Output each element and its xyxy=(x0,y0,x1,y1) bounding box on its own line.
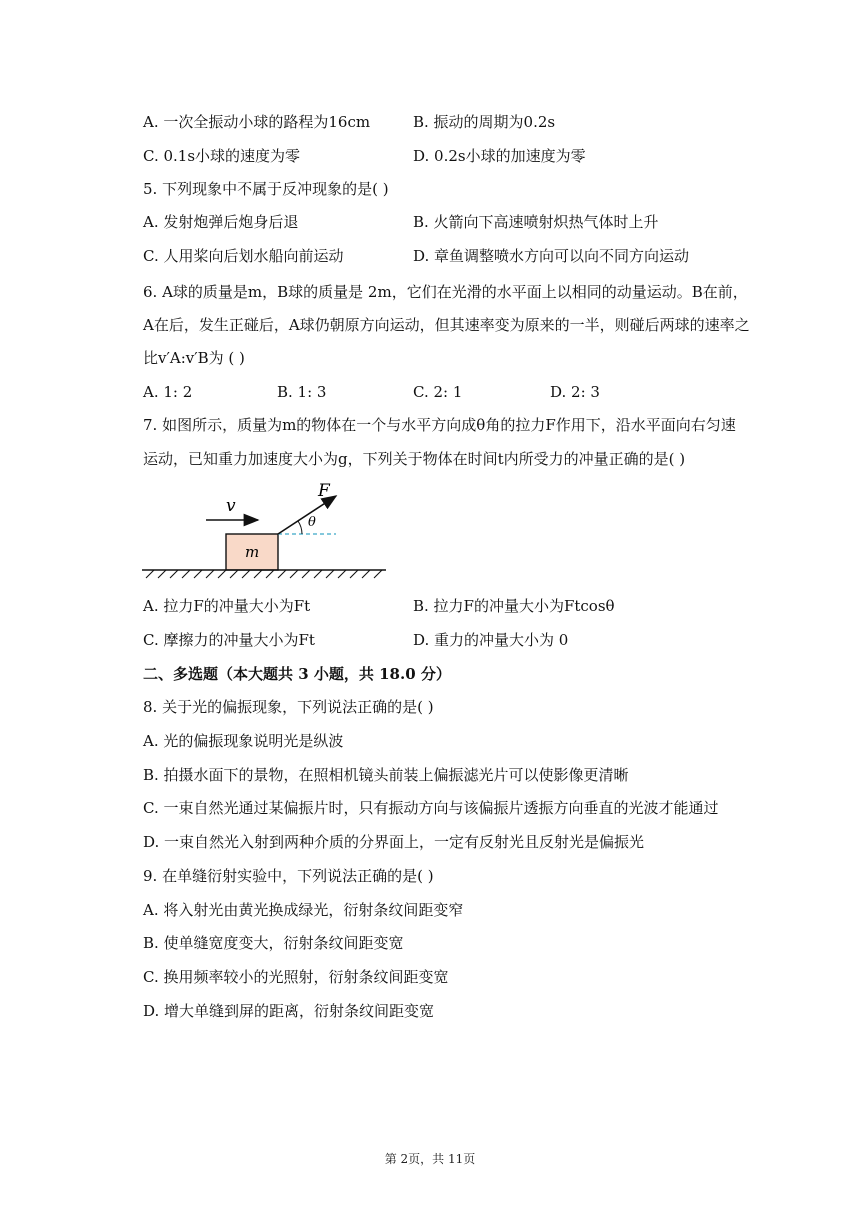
q4-option-c: C. 0.1s小球的速度为零 xyxy=(143,147,301,165)
q6-stem-line2: A在后，发生正碰后，A球仍朝原方向运动，但其速率变为原来的一半，则碰后两球的速率之 xyxy=(143,316,750,334)
q9-option-d: D. 增大单缝到屏的距离，衍射条纹间距变宽 xyxy=(143,1002,435,1020)
q7-option-c: C. 摩擦力的冲量大小为Ft xyxy=(143,631,315,649)
q9-option-b: B. 使单缝宽度变大，衍射条纹间距变宽 xyxy=(143,934,404,952)
page-footer: 第 2页，共 11页 xyxy=(384,1152,476,1166)
section-title-multiple-choice: 二、多选题（本大题共 3 小题，共 18.0 分） xyxy=(143,665,451,683)
q8-option-d: D. 一束自然光入射到两种介质的分界面上，一定有反射光且反射光是偏振光 xyxy=(143,833,645,851)
q6-stem-line1: 6. A球的质量是m，B球的质量是 2m，它们在光滑的水平面上以相同的动量运动。B在前， xyxy=(143,283,748,301)
q8-option-c: C. 一束自然光通过某偏振片时，只有振动方向与该偏振片透振方向垂直的光波才能通过 xyxy=(143,799,719,817)
q4-option-d: D. 0.2s小球的加速度为零 xyxy=(413,147,586,165)
q8-option-a: A. 光的偏振现象说明光是纵波 xyxy=(143,732,344,750)
q7-option-b: B. 拉力F的冲量大小为Ftcosθ xyxy=(413,597,615,615)
q7-option-a: A. 拉力F的冲量大小为Ft xyxy=(143,597,311,615)
q5-option-c: C. 人用桨向后划水船向前运动 xyxy=(143,247,344,265)
q7-block-figure xyxy=(140,476,390,586)
q7-stem-line1: 7. 如图所示，质量为m的物体在一个与水平方向成θ角的拉力F作用下，沿水平面向右匀速 xyxy=(143,416,736,434)
mass-label: m xyxy=(245,543,260,561)
q5-stem: 5. 下列现象中不属于反冲现象的是( ) xyxy=(143,180,389,198)
q6-option-b: B. 1: 3 xyxy=(277,383,327,401)
q9-option-c: C. 换用频率较小的光照射，衍射条纹间距变宽 xyxy=(143,968,449,986)
angle-arc xyxy=(298,521,302,534)
q6-option-c: C. 2: 1 xyxy=(413,383,463,401)
force-arrow xyxy=(278,496,336,534)
q5-option-a: A. 发射炮弹后炮身后退 xyxy=(143,213,299,231)
q8-stem: 8. 关于光的偏振现象，下列说法正确的是( ) xyxy=(143,698,434,716)
q6-option-d: D. 2: 3 xyxy=(550,383,600,401)
force-label: F xyxy=(318,481,330,501)
velocity-label: v xyxy=(226,496,236,516)
q9-stem: 9. 在单缝衍射实验中，下列说法正确的是( ) xyxy=(143,867,434,885)
q7-stem-line2: 运动，已知重力加速度大小为g，下列关于物体在时间t内所受力的冲量正确的是( ) xyxy=(143,450,686,468)
q5-option-b: B. 火箭向下高速喷射炽热气体时上升 xyxy=(413,213,659,231)
q6-stem-line3: 比v′A:v′B为 ( ) xyxy=(143,349,245,367)
q4-option-a: A. 一次全振动小球的路程为16cm xyxy=(143,113,371,131)
q5-option-d: D. 章鱼调整喷水方向可以向不同方向运动 xyxy=(413,247,690,265)
ground-hatching xyxy=(146,570,382,578)
q9-option-a: A. 将入射光由黄光换成绿光，衍射条纹间距变窄 xyxy=(143,901,464,919)
angle-label: θ xyxy=(308,515,316,530)
q4-option-b: B. 振动的周期为0.2s xyxy=(413,113,556,131)
q6-option-a: A. 1: 2 xyxy=(143,383,193,401)
q8-option-b: B. 拍摄水面下的景物，在照相机镜头前装上偏振滤光片可以使影像更清晰 xyxy=(143,766,629,784)
q7-option-d: D. 重力的冲量大小为 0 xyxy=(413,631,569,649)
